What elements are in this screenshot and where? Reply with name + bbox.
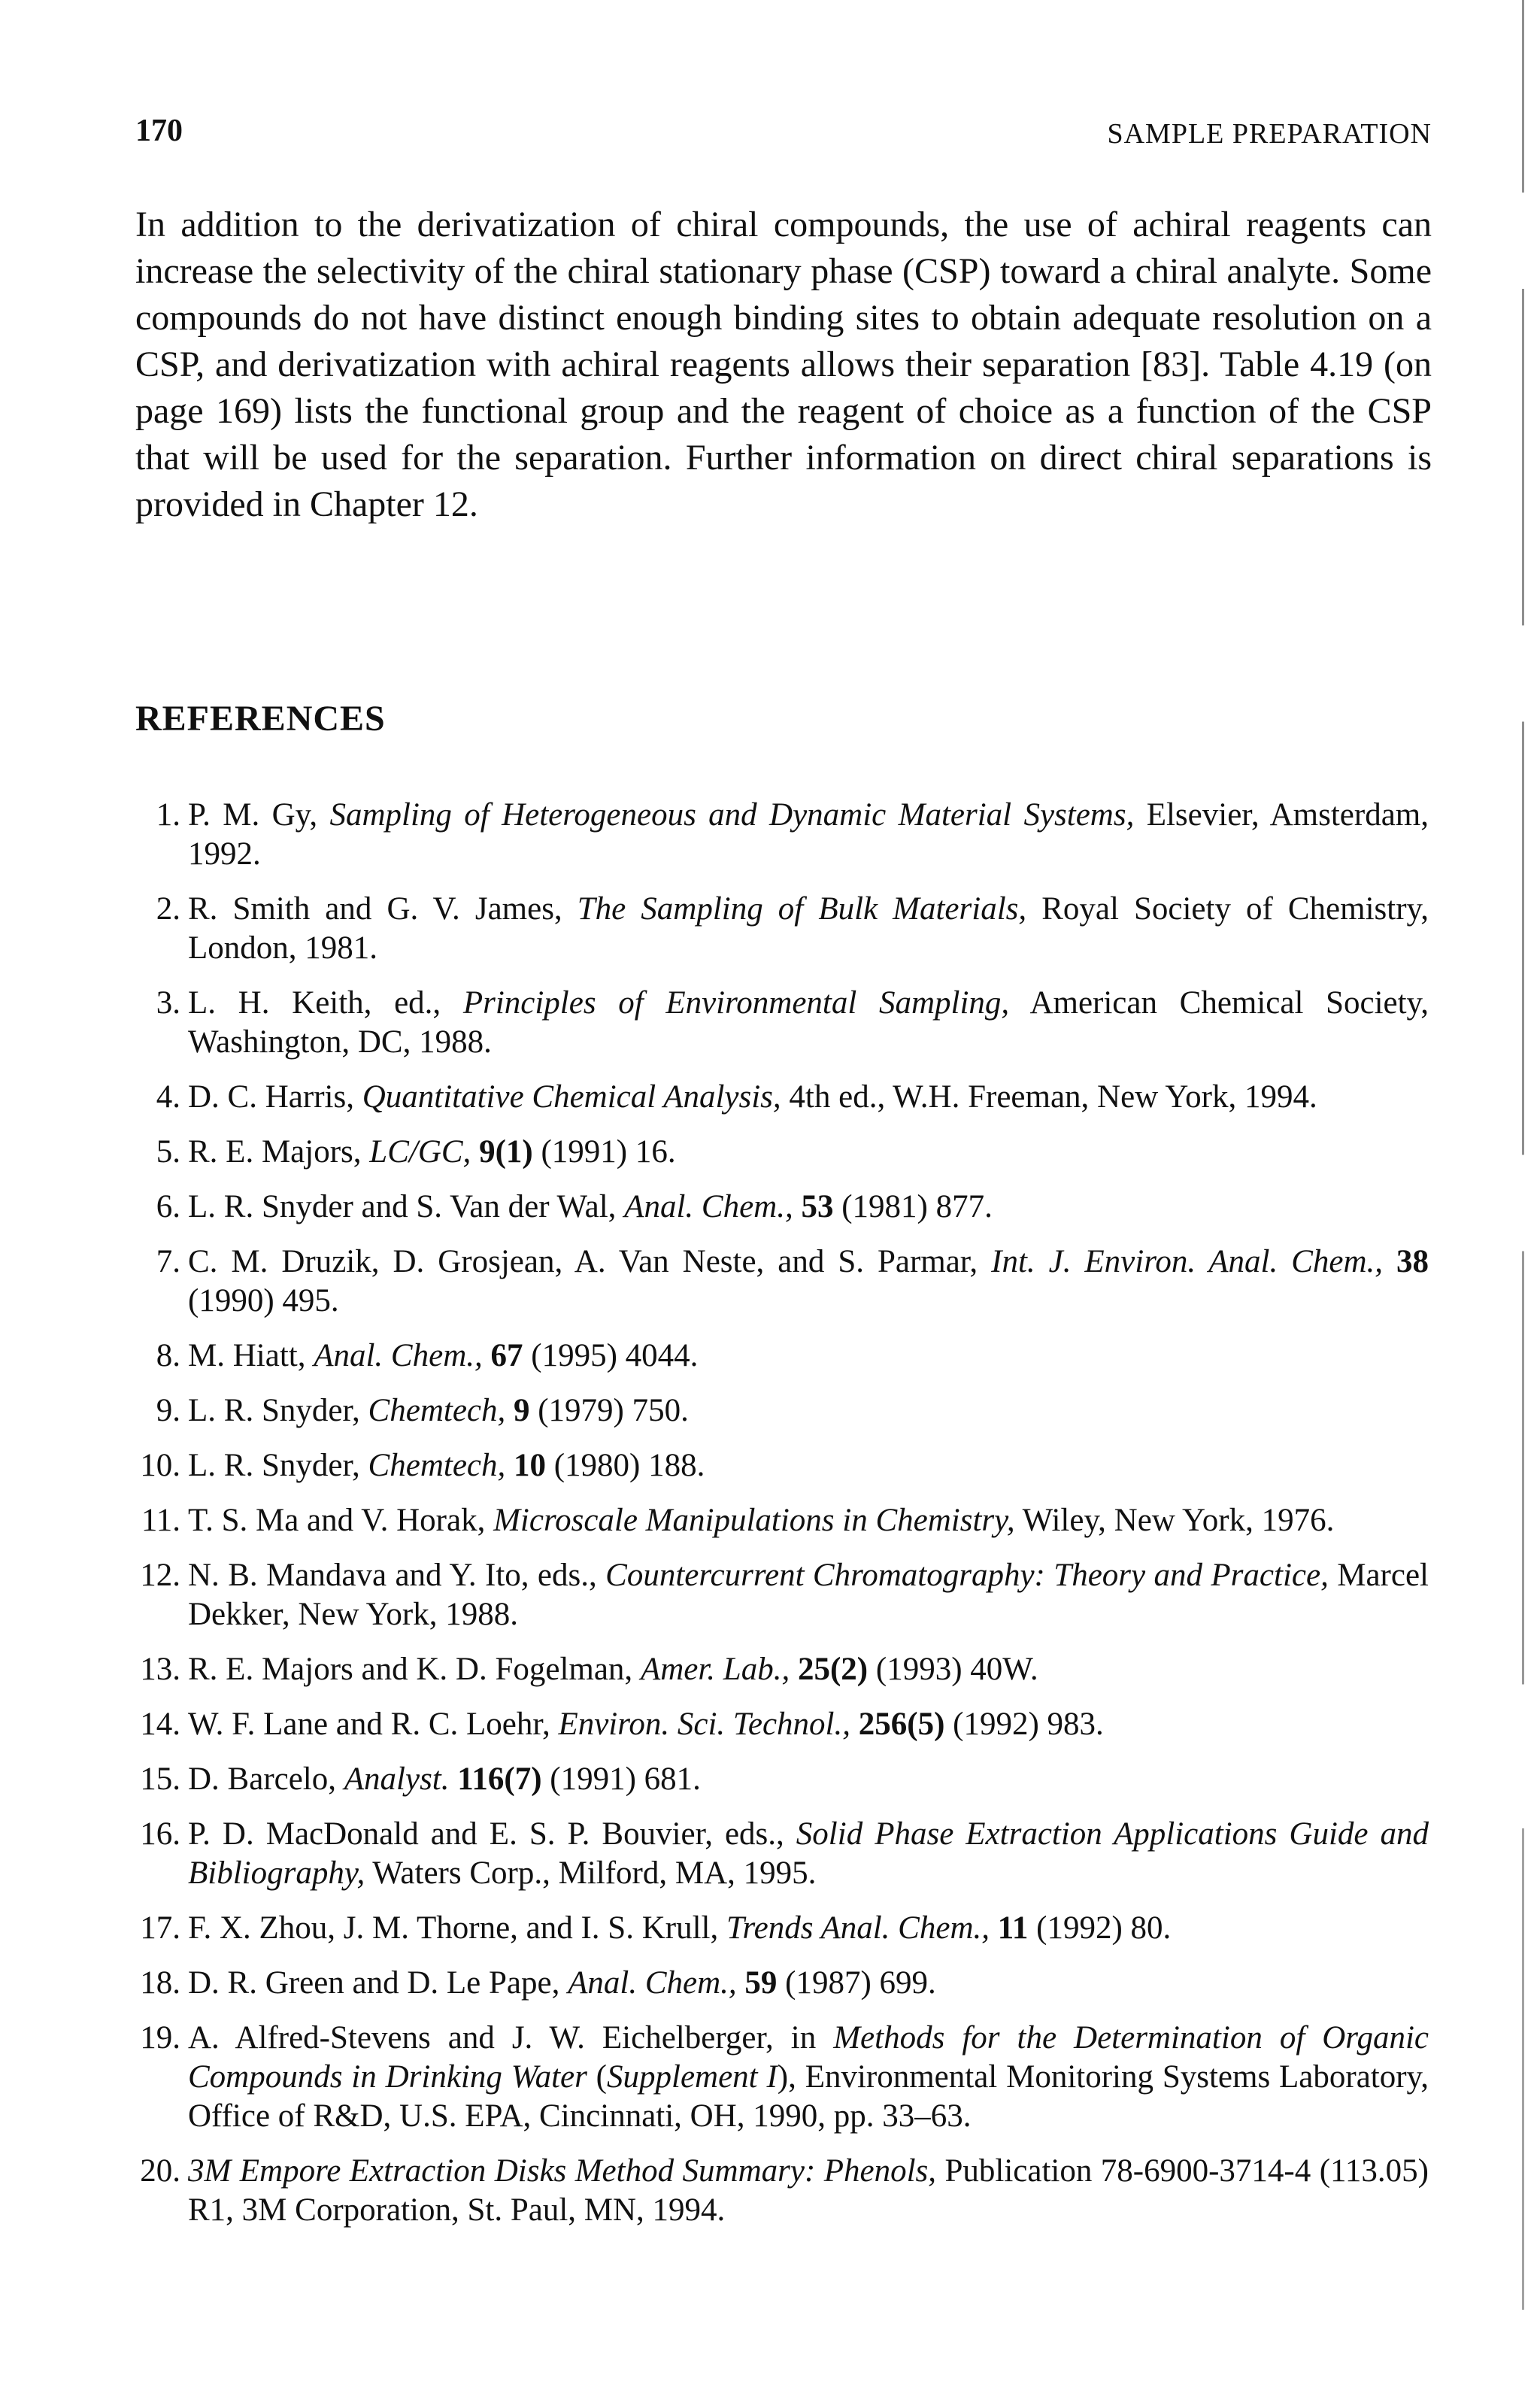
reference-text: A. Alfred-Stevens and J. W. Eichelberger, in — [188, 2020, 834, 2056]
reference-text: LC/GC, — [369, 1134, 471, 1170]
reference-number: 16. — [140, 1816, 180, 1852]
reference-item — [113, 1188, 1429, 1227]
reference-text: Analyst. — [344, 1761, 450, 1797]
reference-item — [113, 1133, 1429, 1172]
reference-text: L. R. Snyder, — [188, 1393, 368, 1428]
reference-item — [113, 984, 1429, 1062]
reference-item — [113, 1650, 1429, 1689]
reference-number: 6. — [156, 1189, 180, 1224]
page-edge-line — [1522, 0, 1524, 2406]
reference-number: 7. — [156, 1244, 180, 1279]
reference-number: 14. — [140, 1707, 180, 1742]
reference-number: 4. — [156, 1079, 180, 1115]
reference-text: L. R. Snyder and S. Van der Wal, — [188, 1189, 625, 1224]
reference-text: (1993) 40W. — [868, 1652, 1038, 1687]
reference-text: American Chemical Society, Washington, DC, 1988. — [188, 985, 1429, 1060]
reference-text — [471, 1134, 479, 1170]
reference-item — [113, 1446, 1429, 1485]
reference-number: 8. — [156, 1338, 180, 1373]
reference-text: (1981) 877. — [833, 1189, 993, 1224]
reference-text — [850, 1707, 859, 1742]
reference-text: Anal. Chem., — [624, 1189, 793, 1224]
reference-item — [113, 796, 1429, 874]
reference-item — [113, 1336, 1429, 1376]
reference-item — [113, 2152, 1429, 2230]
reference-number: 15. — [140, 1761, 180, 1797]
reference-text: 256(5) — [858, 1707, 945, 1742]
reference-text: (1990) 495. — [188, 1283, 339, 1318]
reference-number: 12. — [140, 1558, 180, 1593]
reference-text: P. M. Gy, — [188, 797, 330, 833]
reference-item — [113, 890, 1429, 968]
reference-text: D. C. Harris, — [188, 1079, 362, 1115]
reference-number: 17. — [140, 1910, 180, 1946]
reference-text: P. D. MacDonald and E. S. P. Bouvier, eds., — [188, 1816, 796, 1852]
reference-item — [113, 1556, 1429, 1634]
reference-text: (1995) 4044. — [523, 1338, 699, 1373]
reference-text: Chemtech, — [368, 1393, 506, 1428]
reference-text: ), Environmental Monitoring Systems Laboratory, Office of R&D, U.S. EPA, Cincinnati, OH, 1990, pp. 33–63. — [188, 2059, 1429, 2134]
reference-text: (1980) 188. — [545, 1448, 705, 1483]
reference-item — [113, 1909, 1429, 1948]
reference-text: (1979) 750. — [529, 1393, 689, 1428]
reference-number: 10. — [140, 1448, 180, 1483]
reference-item — [113, 1501, 1429, 1540]
reference-text: Marcel Dekker, New York, 1988. — [188, 1558, 1429, 1632]
reference-text: D. Barcelo, — [188, 1761, 344, 1797]
reference-text: The Sampling of Bulk Materials, — [577, 891, 1027, 927]
reference-text: R. E. Majors, — [188, 1134, 370, 1170]
reference-text: ( — [587, 2059, 608, 2095]
reference-text: 59 — [744, 1965, 778, 2001]
reference-text: 9(1) — [479, 1134, 533, 1170]
reference-text: Waters Corp., Milford, MA, 1995. — [365, 1855, 817, 1891]
reference-text: Methods for the Determination of Organic Compounds in Drinking Water — [188, 2020, 1429, 2095]
reference-text: Supplement I — [607, 2059, 778, 2095]
references-list — [113, 796, 1429, 2246]
reference-text: Elsevier, Amsterdam, 1992. — [188, 797, 1429, 872]
reference-text: Environ. Sci. Technol., — [558, 1707, 851, 1742]
reference-number: 19. — [140, 2020, 180, 2056]
reference-text: 67 — [490, 1338, 523, 1373]
reference-text: Trends Anal. Chem., — [726, 1910, 990, 1946]
reference-text — [505, 1393, 514, 1428]
reference-item — [113, 1242, 1429, 1321]
reference-number: 5. — [156, 1134, 180, 1170]
reference-text: (1991) 16. — [532, 1134, 676, 1170]
reference-text: (1992) 80. — [1028, 1910, 1172, 1946]
reference-item — [113, 2019, 1429, 2136]
reference-item — [113, 1815, 1429, 1893]
reference-text — [737, 1965, 745, 2001]
reference-text: Int. J. Environ. Anal. Chem., — [991, 1244, 1384, 1279]
reference-text: F. X. Zhou, J. M. Thorne, and I. S. Krull, — [188, 1910, 726, 1946]
reference-item — [113, 1078, 1429, 1117]
reference-text — [790, 1652, 798, 1687]
reference-text: W. F. Lane and R. C. Loehr, — [188, 1707, 559, 1742]
reference-text: C. M. Druzik, D. Grosjean, A. Van Neste, and S. Parmar, — [188, 1244, 992, 1279]
reference-text: M. Hiatt, — [188, 1338, 314, 1373]
reference-text — [1383, 1244, 1396, 1279]
reference-text — [505, 1448, 514, 1483]
reference-text: (1992) 983. — [944, 1707, 1104, 1742]
reference-text — [450, 1761, 458, 1797]
reference-number: 1. — [156, 797, 180, 833]
reference-text: (1991) 681. — [541, 1761, 701, 1797]
body-paragraph: In addition to the derivatization of chiral compounds, the use of achiral reagents can increase the selectivity of the chiral stationary phase (CSP) toward a chiral analyte. Some compounds do not have distinct enough binding sites to obtain adequate resolution on a CSP, and derivatization with achiral reagents allows their separation [83]. Table 4.19 (on page 169) lists the functional group and the reagent of choice as a function of the CSP that will be used for the separation. Further information on direct chiral separations is provided in Chapter 12. — [135, 205, 1432, 524]
reference-text: L. R. Snyder, — [188, 1448, 368, 1483]
reference-text — [990, 1910, 998, 1946]
page-number: 170 — [135, 114, 183, 148]
references-heading: REFERENCES — [135, 699, 386, 739]
reference-text: Countercurrent Chromatography: Theory and Practice, — [605, 1558, 1329, 1593]
reference-text: Microscale Manipulations in Chemistry, — [493, 1503, 1015, 1538]
reference-text: (1987) 699. — [777, 1965, 936, 2001]
reference-text: 10 — [513, 1448, 546, 1483]
reference-text: 38 — [1396, 1244, 1429, 1279]
reference-text: T. S. Ma and V. Horak, — [188, 1503, 494, 1538]
reference-text: Publication 78-6900-3714-4 (113.05) R1, 3M Corporation, St. Paul, MN, 1994. — [188, 2153, 1429, 2228]
reference-text: L. H. Keith, ed., — [188, 985, 463, 1021]
reference-text: Quantitative Chemical Analysis, — [362, 1079, 781, 1115]
reference-text: 53 — [801, 1189, 834, 1224]
reference-text — [483, 1338, 491, 1373]
reference-text: 9 — [513, 1393, 530, 1428]
reference-text: Anal. Chem., — [314, 1338, 483, 1373]
reference-item — [113, 1391, 1429, 1431]
reference-text: 3M Empore Extraction Disks Method Summary: Phenols, — [188, 2153, 937, 2189]
reference-text: 11 — [997, 1910, 1029, 1946]
reference-text: 25(2) — [797, 1652, 869, 1687]
reference-number: 9. — [156, 1393, 180, 1428]
reference-text: N. B. Mandava and Y. Ito, eds., — [188, 1558, 606, 1593]
reference-item — [113, 1705, 1429, 1744]
reference-text: Chemtech, — [368, 1448, 506, 1483]
reference-text: R. E. Majors and K. D. Fogelman, — [188, 1652, 641, 1687]
reference-text: Anal. Chem., — [568, 1965, 737, 2001]
reference-text: 4th ed., W.H. Freeman, New York, 1994. — [781, 1079, 1317, 1115]
reference-item — [113, 1964, 1429, 2003]
reference-text: Sampling of Heterogeneous and Dynamic Material Systems, — [329, 797, 1135, 833]
reference-number: 20. — [140, 2153, 180, 2189]
reference-text: Amer. Lab., — [640, 1652, 790, 1687]
reference-text: 116(7) — [457, 1761, 542, 1797]
reference-text: D. R. Green and D. Le Pape, — [188, 1965, 568, 2001]
reference-text: R. Smith and G. V. James, — [188, 891, 578, 927]
reference-text: Wiley, New York, 1976. — [1014, 1503, 1335, 1538]
reference-number: 2. — [156, 891, 180, 927]
reference-text — [793, 1189, 802, 1224]
reference-number: 11. — [141, 1503, 180, 1538]
reference-number: 3. — [156, 985, 180, 1021]
reference-text: Solid Phase Extraction Applications Guide and Bibliography, — [188, 1816, 1429, 1891]
reference-number: 18. — [140, 1965, 180, 2001]
reference-item — [113, 1760, 1429, 1799]
reference-number: 13. — [140, 1652, 180, 1687]
reference-text: Principles of Environmental Sampling, — [462, 985, 1010, 1021]
reference-text: Royal Society of Chemistry, London, 1981. — [188, 891, 1429, 966]
running-head: SAMPLE PREPARATION — [1107, 118, 1432, 150]
